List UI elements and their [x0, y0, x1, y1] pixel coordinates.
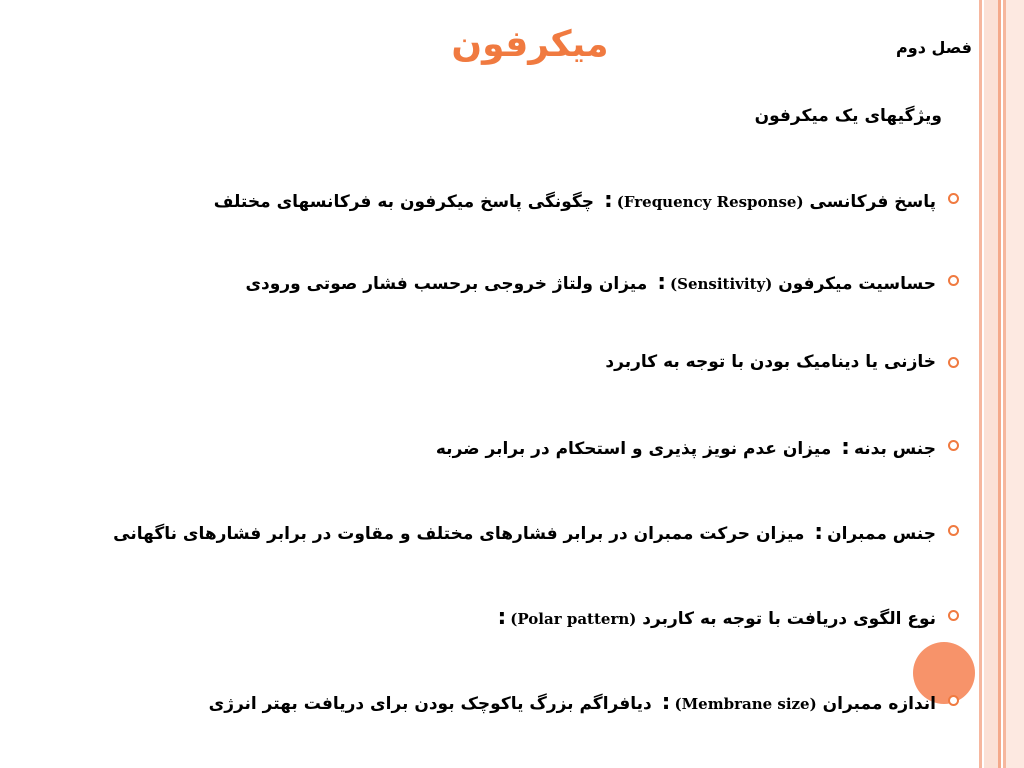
bullet-english: (Membrane size): [674, 695, 817, 713]
decorative-stripe: [1006, 0, 1024, 768]
slide-title: میکرفون: [451, 24, 609, 65]
bullet-circle-icon: [948, 193, 959, 204]
bullet-item: [209, 690, 936, 715]
bullet-circle-icon: [948, 695, 959, 706]
decorative-stripe: [979, 0, 982, 768]
decorative-stripe: [998, 0, 1001, 768]
bullet-term: پاسخ فرکانسی: [809, 192, 936, 212]
bullet-colon: :: [841, 435, 850, 460]
bullet-english: (Polar pattern): [510, 610, 637, 628]
bullet-circle-icon: [948, 275, 959, 286]
bullet-item: [436, 435, 936, 460]
bullet-term: جنس ممبران: [827, 524, 936, 544]
bullet-term: اندازه ممبران: [822, 694, 936, 714]
bullet-item: [214, 188, 936, 213]
bullet-colon: :: [657, 270, 666, 295]
bullet-description: دیافراگم بزرگ یاکوچک بودن برای دریافت بهتر انرژی: [208, 694, 652, 714]
bullet-english: (Sensitivity): [670, 275, 773, 293]
bullet-circle-icon: [948, 525, 959, 536]
bullet-item: [113, 520, 936, 545]
bullet-item: [493, 605, 936, 630]
bullet-description: میزان حرکت ممبران در برابر فشارهای مختلف و مقاوت در برابر فشارهای ناگهانی: [113, 524, 805, 544]
bullet-english: (Frequency Response): [616, 193, 804, 211]
bullet-circle-icon: [948, 610, 959, 621]
bullet-term: خازنی یا دینامیک بودن با توجه به کاربرد: [605, 352, 936, 372]
decorative-stripe: [984, 0, 998, 768]
bullet-description: میزان ولتاژ خروجی برحسب فشار صوتی ورودی: [245, 274, 648, 294]
bullet-circle-icon: [948, 440, 959, 451]
bullet-term: حساسیت میکرفون: [778, 274, 936, 294]
bullet-description: چگونگی پاسخ میکرفون به فرکانسهای مختلف: [213, 192, 595, 212]
bullet-description: میزان عدم نویز پذیری و استحکام در برابر ضربه: [435, 439, 832, 459]
bullet-colon: :: [603, 188, 613, 213]
bullet-term: جنس بدنه: [853, 439, 936, 459]
bullet-colon: :: [814, 520, 824, 545]
subheading: ویژگیهای یک میکرفون: [754, 106, 942, 126]
bullet-circle-icon: [948, 357, 959, 368]
bullet-term: نوع الگوی دریافت با توجه به کاربرد: [642, 609, 936, 629]
bullet-colon: :: [497, 605, 507, 630]
bullet-item: [245, 270, 936, 295]
chapter-label: فصل دوم: [896, 38, 972, 57]
bullet-item: [605, 352, 936, 372]
bullet-colon: :: [661, 690, 671, 715]
